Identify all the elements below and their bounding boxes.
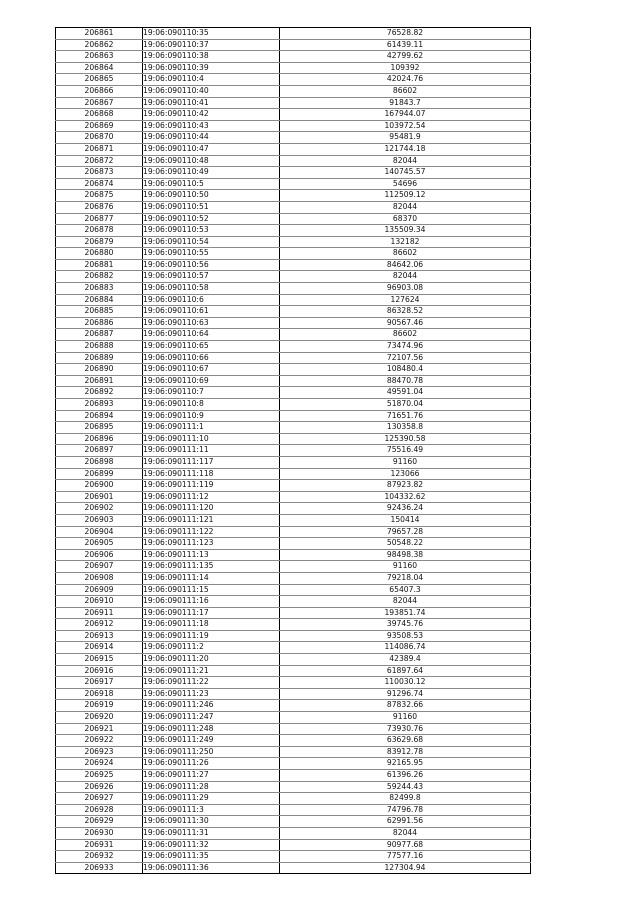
- row-id-cell: 206867: [56, 97, 143, 109]
- value-cell: 42389.4: [280, 654, 531, 666]
- row-id-cell: 206905: [56, 538, 143, 550]
- value-cell: 65407.3: [280, 584, 531, 596]
- row-id-cell: 206881: [56, 259, 143, 271]
- cadastral-number-cell: 19:06:090111:18: [143, 619, 280, 631]
- table-row: [56, 793, 531, 805]
- row-id-cell: 206916: [56, 665, 143, 677]
- value-cell: 82499.8: [280, 793, 531, 805]
- table-row: [56, 399, 531, 411]
- row-id-cell: 206896: [56, 433, 143, 445]
- row-id-cell: 206909: [56, 584, 143, 596]
- cadastral-number-cell: 19:06:090111:27: [143, 770, 280, 782]
- cadastral-number-cell: 19:06:090110:37: [143, 39, 280, 51]
- cadastral-number-cell: 19:06:090110:53: [143, 225, 280, 237]
- cadastral-number-cell: 19:06:090110:44: [143, 132, 280, 144]
- cadastral-number-cell: 19:06:090111:36: [143, 862, 280, 874]
- value-cell: 109392: [280, 62, 531, 74]
- cadastral-number-cell: 19:06:090110:5: [143, 178, 280, 190]
- value-cell: 86328.52: [280, 306, 531, 318]
- row-id-cell: 206892: [56, 387, 143, 399]
- row-id-cell: 206863: [56, 51, 143, 63]
- table-row: [56, 561, 531, 573]
- cadastral-number-cell: 19:06:090110:7: [143, 387, 280, 399]
- value-cell: 132182: [280, 236, 531, 248]
- row-id-cell: 206882: [56, 271, 143, 283]
- cadastral-number-cell: 19:06:090111:119: [143, 480, 280, 492]
- cadastral-number-cell: 19:06:090110:4: [143, 74, 280, 86]
- table-row: [56, 630, 531, 642]
- cadastral-number-cell: 19:06:090111:17: [143, 607, 280, 619]
- row-id-cell: 206879: [56, 236, 143, 248]
- cadastral-number-cell: 19:06:090111:11: [143, 445, 280, 457]
- row-id-cell: 206931: [56, 839, 143, 851]
- table-row: [56, 167, 531, 179]
- cadastral-number-cell: 19:06:090111:31: [143, 827, 280, 839]
- value-cell: 104332.62: [280, 491, 531, 503]
- row-id-cell: 206923: [56, 746, 143, 758]
- cadastral-number-cell: 19:06:090111:3: [143, 804, 280, 816]
- table-row: [56, 770, 531, 782]
- table-row: [56, 526, 531, 538]
- table-row: [56, 839, 531, 851]
- row-id-cell: 206911: [56, 607, 143, 619]
- table-row: [56, 549, 531, 561]
- value-cell: 79218.04: [280, 572, 531, 584]
- row-id-cell: 206864: [56, 62, 143, 74]
- row-id-cell: 206913: [56, 630, 143, 642]
- value-cell: 62991.56: [280, 816, 531, 828]
- value-cell: 84642.06: [280, 259, 531, 271]
- table-row: [56, 514, 531, 526]
- value-cell: 91160: [280, 561, 531, 573]
- value-cell: 112509.12: [280, 190, 531, 202]
- cadastral-number-cell: 19:06:090111:246: [143, 700, 280, 712]
- value-cell: 91843.7: [280, 97, 531, 109]
- cadastral-number-cell: 19:06:090111:22: [143, 677, 280, 689]
- cadastral-number-cell: 19:06:090111:1: [143, 422, 280, 434]
- value-cell: 140745.57: [280, 167, 531, 179]
- row-id-cell: 206919: [56, 700, 143, 712]
- row-id-cell: 206888: [56, 341, 143, 353]
- row-id-cell: 206908: [56, 572, 143, 584]
- value-cell: 74796.78: [280, 804, 531, 816]
- table-row: [56, 259, 531, 271]
- row-id-cell: 206872: [56, 155, 143, 167]
- value-cell: 93508.53: [280, 630, 531, 642]
- table-body: [56, 28, 531, 874]
- row-id-cell: 206886: [56, 317, 143, 329]
- table-row: [56, 642, 531, 654]
- value-cell: 75516.49: [280, 445, 531, 457]
- row-id-cell: 206930: [56, 827, 143, 839]
- row-id-cell: 206883: [56, 283, 143, 295]
- table-row: [56, 688, 531, 700]
- value-cell: 77577.16: [280, 851, 531, 863]
- cadastral-number-cell: 19:06:090111:120: [143, 503, 280, 515]
- row-id-cell: 206866: [56, 85, 143, 97]
- table-row: [56, 700, 531, 712]
- row-id-cell: 206912: [56, 619, 143, 631]
- table-row: [56, 758, 531, 770]
- row-id-cell: 206868: [56, 109, 143, 121]
- table-row: [56, 132, 531, 144]
- value-cell: 96903.08: [280, 283, 531, 295]
- cadastral-number-cell: 19:06:090111:117: [143, 456, 280, 468]
- cadastral-number-cell: 19:06:090111:13: [143, 549, 280, 561]
- table-row: [56, 677, 531, 689]
- cadastral-number-cell: 19:06:090110:48: [143, 155, 280, 167]
- value-cell: 50548.22: [280, 538, 531, 550]
- row-id-cell: 206871: [56, 143, 143, 155]
- table-row: [56, 225, 531, 237]
- table-row: [56, 352, 531, 364]
- value-cell: 90567.46: [280, 317, 531, 329]
- value-cell: 110030.12: [280, 677, 531, 689]
- row-id-cell: 206925: [56, 770, 143, 782]
- table-row: [56, 445, 531, 457]
- table-row: [56, 665, 531, 677]
- cadastral-number-cell: 19:06:090110:63: [143, 317, 280, 329]
- cadastral-number-cell: 19:06:090110:56: [143, 259, 280, 271]
- table-row: [56, 178, 531, 190]
- cadastral-number-cell: 19:06:090110:43: [143, 120, 280, 132]
- cadastral-number-cell: 19:06:090111:26: [143, 758, 280, 770]
- table-row: [56, 735, 531, 747]
- value-cell: 87832.66: [280, 700, 531, 712]
- row-id-cell: 206875: [56, 190, 143, 202]
- cadastral-number-cell: 19:06:090110:65: [143, 341, 280, 353]
- table-row: [56, 364, 531, 376]
- value-cell: 83912.78: [280, 746, 531, 758]
- value-cell: 72107.56: [280, 352, 531, 364]
- table-row: [56, 74, 531, 86]
- row-id-cell: 206878: [56, 225, 143, 237]
- value-cell: 95481.9: [280, 132, 531, 144]
- table-row: [56, 329, 531, 341]
- row-id-cell: 206922: [56, 735, 143, 747]
- table-row: [56, 607, 531, 619]
- table-row: [56, 712, 531, 724]
- row-id-cell: 206910: [56, 596, 143, 608]
- cadastral-number-cell: 19:06:090111:16: [143, 596, 280, 608]
- cadastral-number-cell: 19:06:090110:35: [143, 28, 280, 40]
- value-cell: 61439.11: [280, 39, 531, 51]
- row-id-cell: 206865: [56, 74, 143, 86]
- value-cell: 86602: [280, 85, 531, 97]
- table-row: [56, 317, 531, 329]
- table-row: [56, 827, 531, 839]
- cadastral-number-cell: 19:06:090110:49: [143, 167, 280, 179]
- cadastral-number-cell: 19:06:090111:247: [143, 712, 280, 724]
- table-row: [56, 294, 531, 306]
- table-row: [56, 236, 531, 248]
- cadastral-number-cell: 19:06:090110:47: [143, 143, 280, 155]
- table-row: [56, 456, 531, 468]
- row-id-cell: 206895: [56, 422, 143, 434]
- table-row: [56, 143, 531, 155]
- value-cell: 98498.38: [280, 549, 531, 561]
- cadastral-number-cell: 19:06:090110:54: [143, 236, 280, 248]
- table-row: [56, 804, 531, 816]
- table-row: [56, 62, 531, 74]
- table-row: [56, 190, 531, 202]
- row-id-cell: 206918: [56, 688, 143, 700]
- table-row: [56, 28, 531, 40]
- cadastral-number-cell: 19:06:090110:61: [143, 306, 280, 318]
- value-cell: 167944.07: [280, 109, 531, 121]
- table-row: [56, 619, 531, 631]
- value-cell: 123066: [280, 468, 531, 480]
- row-id-cell: 206885: [56, 306, 143, 318]
- row-id-cell: 206920: [56, 712, 143, 724]
- value-cell: 49591.04: [280, 387, 531, 399]
- row-id-cell: 206900: [56, 480, 143, 492]
- table-row: [56, 596, 531, 608]
- value-cell: 86602: [280, 248, 531, 260]
- cadastral-number-cell: 19:06:090110:41: [143, 97, 280, 109]
- table-row: [56, 723, 531, 735]
- cadastral-number-cell: 19:06:090111:28: [143, 781, 280, 793]
- cadastral-number-cell: 19:06:090111:250: [143, 746, 280, 758]
- cadastral-number-cell: 19:06:090111:15: [143, 584, 280, 596]
- value-cell: 63629.68: [280, 735, 531, 747]
- value-cell: 135509.34: [280, 225, 531, 237]
- value-cell: 130358.8: [280, 422, 531, 434]
- row-id-cell: 206924: [56, 758, 143, 770]
- value-cell: 193851.74: [280, 607, 531, 619]
- value-cell: 42024.76: [280, 74, 531, 86]
- data-table: [55, 27, 531, 874]
- row-id-cell: 206861: [56, 28, 143, 40]
- table-row: [56, 468, 531, 480]
- cadastral-number-cell: 19:06:090111:20: [143, 654, 280, 666]
- row-id-cell: 206893: [56, 399, 143, 411]
- cadastral-number-cell: 19:06:090111:19: [143, 630, 280, 642]
- cadastral-number-cell: 19:06:090110:66: [143, 352, 280, 364]
- value-cell: 125390.58: [280, 433, 531, 445]
- value-cell: 71651.76: [280, 410, 531, 422]
- table-row: [56, 375, 531, 387]
- value-cell: 68370: [280, 213, 531, 225]
- value-cell: 73474.96: [280, 341, 531, 353]
- table-row: [56, 39, 531, 51]
- row-id-cell: 206876: [56, 201, 143, 213]
- cadastral-number-cell: 19:06:090110:55: [143, 248, 280, 260]
- row-id-cell: 206901: [56, 491, 143, 503]
- table-row: [56, 422, 531, 434]
- cadastral-number-cell: 19:06:090110:64: [143, 329, 280, 341]
- table-row: [56, 572, 531, 584]
- row-id-cell: 206933: [56, 862, 143, 874]
- row-id-cell: 206862: [56, 39, 143, 51]
- cadastral-number-cell: 19:06:090110:69: [143, 375, 280, 387]
- table-row: [56, 781, 531, 793]
- cadastral-number-cell: 19:06:090111:122: [143, 526, 280, 538]
- cadastral-number-cell: 19:06:090110:57: [143, 271, 280, 283]
- value-cell: 82044: [280, 596, 531, 608]
- cadastral-number-cell: 19:06:090111:249: [143, 735, 280, 747]
- row-id-cell: 206880: [56, 248, 143, 260]
- row-id-cell: 206887: [56, 329, 143, 341]
- value-cell: 127624: [280, 294, 531, 306]
- row-id-cell: 206926: [56, 781, 143, 793]
- value-cell: 82044: [280, 201, 531, 213]
- value-cell: 90977.68: [280, 839, 531, 851]
- row-id-cell: 206884: [56, 294, 143, 306]
- row-id-cell: 206906: [56, 549, 143, 561]
- cadastral-number-cell: 19:06:090111:10: [143, 433, 280, 445]
- table-row: [56, 480, 531, 492]
- value-cell: 54696: [280, 178, 531, 190]
- cadastral-number-cell: 19:06:090111:123: [143, 538, 280, 550]
- row-id-cell: 206877: [56, 213, 143, 225]
- row-id-cell: 206921: [56, 723, 143, 735]
- value-cell: 92436.24: [280, 503, 531, 515]
- cadastral-number-cell: 19:06:090110:6: [143, 294, 280, 306]
- table-row: [56, 862, 531, 874]
- cadastral-number-cell: 19:06:090110:40: [143, 85, 280, 97]
- cadastral-number-cell: 19:06:090110:58: [143, 283, 280, 295]
- cadastral-number-cell: 19:06:090110:39: [143, 62, 280, 74]
- row-id-cell: 206914: [56, 642, 143, 654]
- value-cell: 82044: [280, 271, 531, 283]
- table-row: [56, 491, 531, 503]
- table-row: [56, 248, 531, 260]
- value-cell: 108480.4: [280, 364, 531, 376]
- table-row: [56, 341, 531, 353]
- row-id-cell: 206891: [56, 375, 143, 387]
- cadastral-number-cell: 19:06:090110:42: [143, 109, 280, 121]
- table-row: [56, 271, 531, 283]
- cadastral-number-cell: 19:06:090111:21: [143, 665, 280, 677]
- value-cell: 59244.43: [280, 781, 531, 793]
- value-cell: 114086.74: [280, 642, 531, 654]
- value-cell: 87923.82: [280, 480, 531, 492]
- row-id-cell: 206932: [56, 851, 143, 863]
- cadastral-number-cell: 19:06:090110:51: [143, 201, 280, 213]
- table-row: [56, 85, 531, 97]
- table-row: [56, 201, 531, 213]
- table-row: [56, 109, 531, 121]
- cadastral-number-cell: 19:06:090111:2: [143, 642, 280, 654]
- cadastral-number-cell: 19:06:090111:23: [143, 688, 280, 700]
- cadastral-number-cell: 19:06:090111:12: [143, 491, 280, 503]
- row-id-cell: 206869: [56, 120, 143, 132]
- value-cell: 103972.54: [280, 120, 531, 132]
- table-row: [56, 283, 531, 295]
- row-id-cell: 206897: [56, 445, 143, 457]
- value-cell: 86602: [280, 329, 531, 341]
- table-row: [56, 120, 531, 132]
- table-row: [56, 538, 531, 550]
- value-cell: 150414: [280, 514, 531, 526]
- table-row: [56, 306, 531, 318]
- value-cell: 91160: [280, 456, 531, 468]
- cadastral-number-cell: 19:06:090110:9: [143, 410, 280, 422]
- table-row: [56, 155, 531, 167]
- value-cell: 51870.04: [280, 399, 531, 411]
- cadastral-number-cell: 19:06:090111:30: [143, 816, 280, 828]
- cadastral-number-cell: 19:06:090111:248: [143, 723, 280, 735]
- cadastral-number-cell: 19:06:090110:50: [143, 190, 280, 202]
- row-id-cell: 206904: [56, 526, 143, 538]
- row-id-cell: 206929: [56, 816, 143, 828]
- row-id-cell: 206870: [56, 132, 143, 144]
- cadastral-number-cell: 19:06:090111:29: [143, 793, 280, 805]
- value-cell: 79657.28: [280, 526, 531, 538]
- value-cell: 61897.64: [280, 665, 531, 677]
- table-row: [56, 584, 531, 596]
- value-cell: 91160: [280, 712, 531, 724]
- table-row: [56, 746, 531, 758]
- cadastral-number-cell: 19:06:090111:135: [143, 561, 280, 573]
- cadastral-number-cell: 19:06:090110:67: [143, 364, 280, 376]
- row-id-cell: 206907: [56, 561, 143, 573]
- table-row: [56, 387, 531, 399]
- row-id-cell: 206899: [56, 468, 143, 480]
- row-id-cell: 206898: [56, 456, 143, 468]
- cadastral-number-cell: 19:06:090111:121: [143, 514, 280, 526]
- value-cell: 127304.94: [280, 862, 531, 874]
- value-cell: 91296.74: [280, 688, 531, 700]
- cadastral-number-cell: 19:06:090111:35: [143, 851, 280, 863]
- value-cell: 82044: [280, 155, 531, 167]
- value-cell: 42799.62: [280, 51, 531, 63]
- table-row: [56, 851, 531, 863]
- cadastral-number-cell: 19:06:090110:52: [143, 213, 280, 225]
- table-row: [56, 51, 531, 63]
- value-cell: 82044: [280, 827, 531, 839]
- table-row: [56, 503, 531, 515]
- row-id-cell: 206874: [56, 178, 143, 190]
- row-id-cell: 206927: [56, 793, 143, 805]
- cadastral-number-cell: 19:06:090111:14: [143, 572, 280, 584]
- value-cell: 76528.82: [280, 28, 531, 40]
- table-row: [56, 97, 531, 109]
- row-id-cell: 206917: [56, 677, 143, 689]
- value-cell: 39745.76: [280, 619, 531, 631]
- value-cell: 61396.26: [280, 770, 531, 782]
- value-cell: 73930.76: [280, 723, 531, 735]
- value-cell: 88470.78: [280, 375, 531, 387]
- row-id-cell: 206890: [56, 364, 143, 376]
- cadastral-number-cell: 19:06:090111:118: [143, 468, 280, 480]
- cadastral-number-cell: 19:06:090110:8: [143, 399, 280, 411]
- value-cell: 92165.95: [280, 758, 531, 770]
- cadastral-number-cell: 19:06:090111:32: [143, 839, 280, 851]
- table-row: [56, 654, 531, 666]
- row-id-cell: 206903: [56, 514, 143, 526]
- table-row: [56, 433, 531, 445]
- row-id-cell: 206928: [56, 804, 143, 816]
- table-row: [56, 213, 531, 225]
- row-id-cell: 206889: [56, 352, 143, 364]
- cadastral-number-cell: 19:06:090110:38: [143, 51, 280, 63]
- value-cell: 121744.18: [280, 143, 531, 155]
- table-row: [56, 410, 531, 422]
- row-id-cell: 206902: [56, 503, 143, 515]
- row-id-cell: 206894: [56, 410, 143, 422]
- table-row: [56, 816, 531, 828]
- row-id-cell: 206915: [56, 654, 143, 666]
- row-id-cell: 206873: [56, 167, 143, 179]
